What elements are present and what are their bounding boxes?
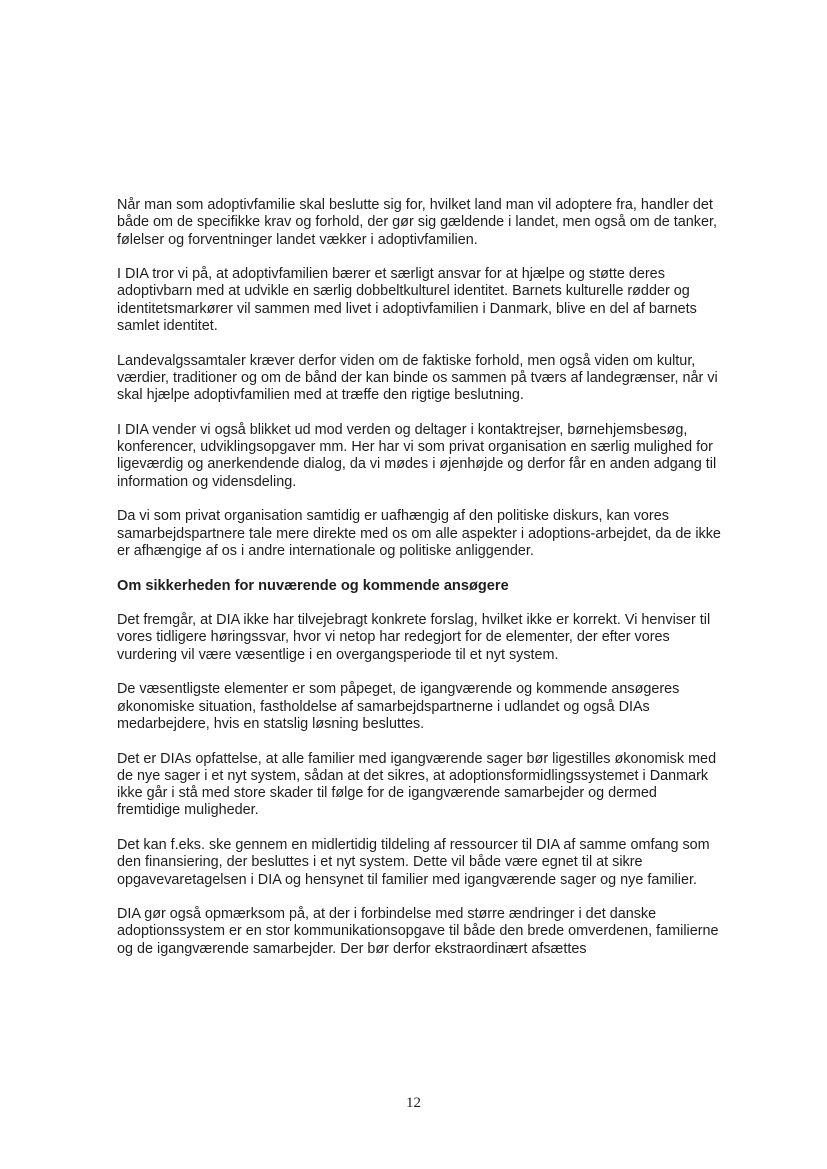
document-body <box>117 197 722 975</box>
paragraph-communication: DIA gør også opmærksom på, at der i forbindelse med større ændringer i det danske adoptionssystem er en stor kommunikationsopgave til både den brede omverdenen, familierne og de igangværende samarbejder. Der bør derfor ekstraordinært afsættes <box>117 906 719 957</box>
paragraph-proposals: Det fremgår, at DIA ikke har tilvejebragt konkrete forslag, hvilket ikke er korrekt. Vi henviser til vores tidligere høringssvar, hvor vi netop har redegjort for de elementer, der efter vores vurdering vil være væsentlige i en overgangsperiode til et nyt system. <box>117 612 711 663</box>
paragraph-dual-identity: I DIA tror vi på, at adoptivfamilien bærer et særligt ansvar for at hjælpe og støtte deres adoptivbarn med at udvikle en særlig dobbeltkulturel identitet. Barnets kulturelle rødder og identitetsmarkører vil sammen med livet i adoptivfamilien i Danmark, blive en del af barnets samlet identitet. <box>117 266 697 335</box>
section-heading: Om sikkerheden for nuværende og kommende ansøgere <box>117 577 509 594</box>
paragraph-outreach: I DIA vender vi også blikket ud mod verden og deltager i kontaktrejser, børnehjemsbesøg, konferencer, udviklingsopgaver mm. Her har vi som privat organisation en særlig mulighed for ligeværdig og anerkendende dialog, da vi mødes i øjenhøjde og derfor får en anden adgang til information og vidensdeling. <box>117 421 717 490</box>
paragraph-resources: Det kan f.eks. ske gennem en midlertidig tildeling af ressourcer til DIA af samme omfang som den finansiering, der besluttes i et nyt system. Dette vil både være egnet til at sikre opgavevaretagelsen i DIA og hensynet til familier med igangværende sager og nye familier. <box>117 836 710 888</box>
paragraph-independence: Da vi som privat organisation samtidig er uafhængig af den politiske diskurs, kan vores samarbejdspartnere tale mere direkte med os om alle aspekter i adoptions-arbejdet, da de ikke er afhængige af os i andre internationale og politiske anliggender. <box>117 508 721 559</box>
paragraph-equal-treatment: Det er DIAs opfattelse, at alle familier med igangværende sager bør ligestilles økonomisk med de nye sager i et nyt system, sådan at det sikres, at adoptionsformidlingssystemet i Danmark ikke går i stå med store skader til følge for de igangværende samarbejder og dermed fremtidige muligheder. <box>117 750 717 819</box>
paragraph-country-talks: Landevalgssamtaler kræver derfor viden om de faktiske forhold, men også viden om kultur, værdier, traditioner og om de bånd der kan binde os sammen på tværs af landegrænser, når vi skal hjælpe adoptivfamilien med at træffe den rigtige beslutning. <box>117 352 718 404</box>
paragraph-key-elements: De væsentligste elementer er som påpeget, de igangværende og kommende ansøgeres økonomiske situation, fastholdelse af samarbejdspartnerne i udlandet og også DIAs medarbejdere, hvis en statslig løsning besluttes. <box>117 681 680 732</box>
page-number: 12 <box>406 1095 421 1111</box>
paragraph-country-choice: Når man som adoptivfamilie skal beslutte sig for, hvilket land man vil adoptere fra, handler det både om de specifikke krav og forhold, der gør sig gældende i landet, men også om de tanker, følelser og forventninger landet vækker i adoptivfamilien. <box>117 197 717 248</box>
